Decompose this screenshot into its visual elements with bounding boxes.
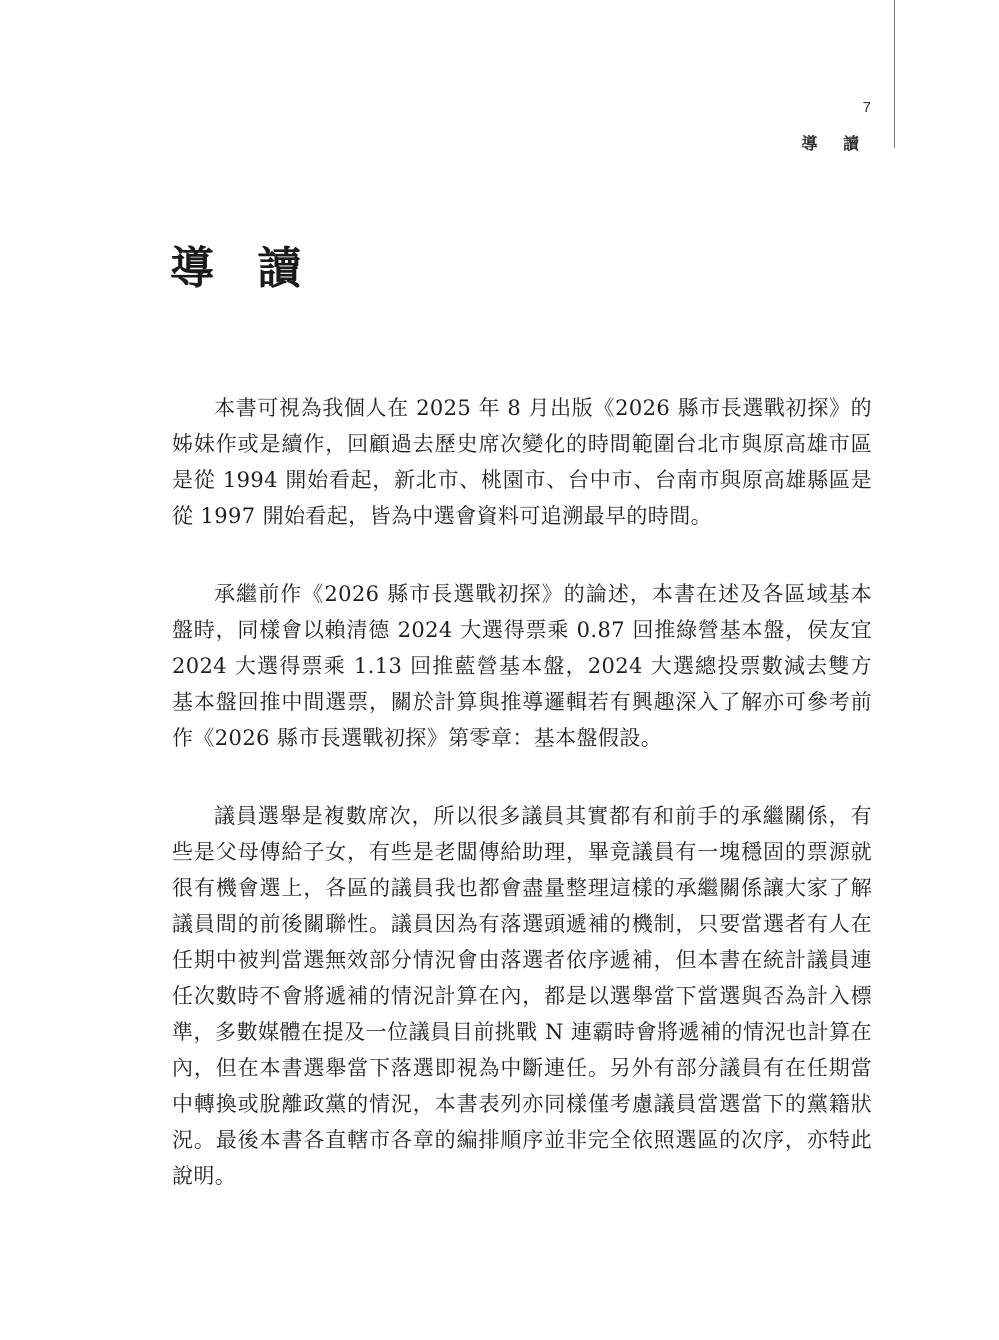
running-head-title: 導 讀 bbox=[801, 134, 869, 153]
paragraph-1: 本書可視為我個人在 2025 年 8 月出版《2026 縣市長選戰初探》的姊妹作或是續作，回顧過去歷史席次變化的時間範圍台北市與原高雄市區是從 1994 開始看起，新北市、桃園市、台中市、台南市與原高雄縣區是從 1997 開始看起，皆為中選會資料可追溯最早的時間。 bbox=[172, 396, 872, 528]
chapter-title: 導 讀 bbox=[170, 243, 316, 294]
margin-rule bbox=[894, 0, 895, 148]
body-text bbox=[172, 390, 872, 1236]
paragraph-3: 議員選舉是複數席次，所以很多議員其實都有和前手的承繼關係，有些是父母傳給子女，有些是老闆傳給助理，畢竟議員有一塊穩固的票源就很有機會選上，各區的議員我也都會盡量整理這樣的承繼關係讓大家了解議員間的前後關聯性。議員因為有落選頭遞補的機制，只要當選者有人在任期中被判當選無效部分情況會由落選者依序遞補，但本書在統計議員連任次數時不會將遞補的情況計算在內，都是以選舉當下當選與否為計入標準，多數媒體在提及一位議員目前挑戰 N 連霸時會將遞補的情況也計算在內，但在本書選舉當下落選即視為中斷連任。另外有部分議員有在任期當中轉換或脫離政黨的情況，本書表列亦同樣僅考慮議員當選當下的黨籍狀況。最後本書各直轄市各章的編排順序並非完全依照選區的次序，亦特此說明。 bbox=[172, 804, 872, 1188]
page-number: 7 bbox=[862, 99, 871, 116]
paragraph-2: 承繼前作《2026 縣市長選戰初探》的論述，本書在述及各區域基本盤時，同樣會以賴清德 2024 大選得票乘 0.87 回推綠營基本盤，侯友宜 2024 大選得票乘 1.13 回推藍營基本盤，2024 大選總投票數減去雙方基本盤回推中間選票，關於計算與推導邏輯若有興趣深入了解亦可參考前作《2026 縣市長選戰初探》第零章：基本盤假設。 bbox=[172, 582, 872, 750]
